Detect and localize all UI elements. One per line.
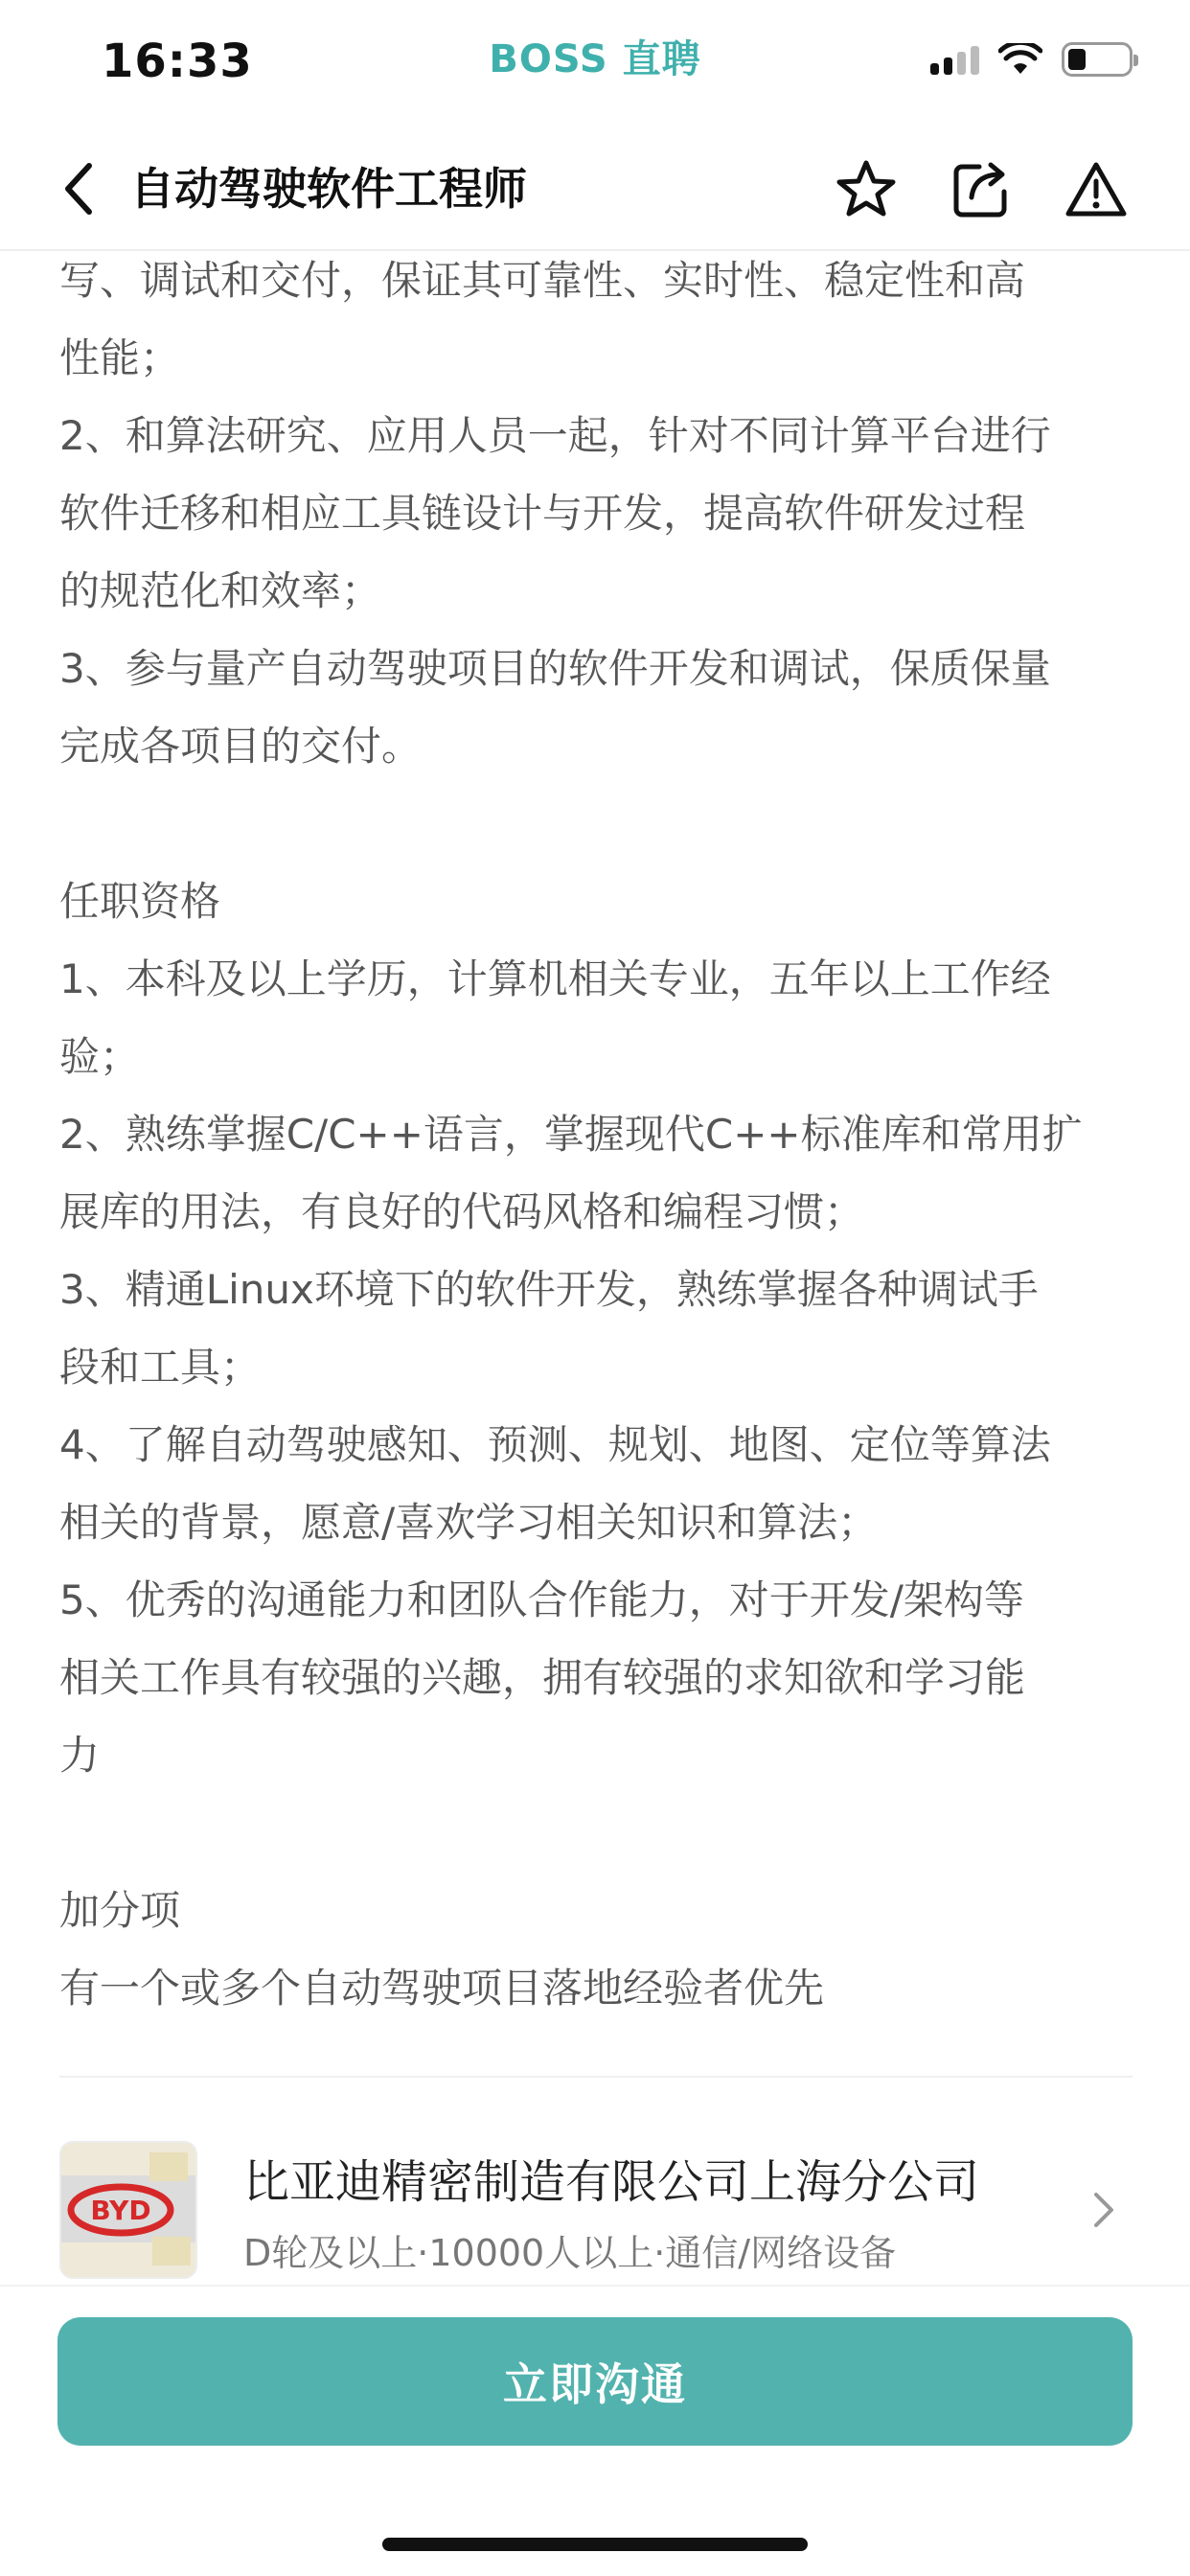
description-line: 2、和算法研究、应用人员一起，针对不同计算平台进行 <box>59 412 1051 459</box>
status-time: 16:33 <box>102 34 253 88</box>
qualification-line: 力 <box>59 1732 101 1779</box>
chevron-right-icon <box>1092 2191 1115 2229</box>
qualification-line: 展库的用法，有良好的代码风格和编程习惯； <box>59 1188 865 1235</box>
wifi-icon <box>998 43 1042 76</box>
chat-now-button[interactable]: 立即沟通 <box>57 2317 1133 2446</box>
qualification-line: 1、本科及以上学历，计算机相关专业，五年以上工作经 <box>59 955 1051 1002</box>
share-icon <box>950 159 1012 220</box>
qualification-line: 段和工具； <box>59 1344 262 1391</box>
warning-icon <box>1064 160 1128 219</box>
job-description <box>59 242 1133 2027</box>
status-bar <box>0 0 1190 126</box>
nav-bar <box>0 126 1190 251</box>
back-button[interactable] <box>46 155 113 222</box>
favorite-button[interactable] <box>832 155 901 224</box>
bonus-line: 有一个或多个自动驾驶项目落地经验者优先 <box>59 1965 825 2012</box>
qualification-line: 相关的背景，愿意/喜欢学习相关知识和算法； <box>59 1499 879 1546</box>
company-name: 比亚迪精密制造有限公司上海分公司 <box>243 2155 980 2209</box>
description-line: 写、调试和交付，保证其可靠性、实时性、稳定性和高 <box>59 257 1026 304</box>
qualification-line: 相关工作具有较强的兴趣，拥有较强的求知欲和学习能 <box>59 1654 1026 1701</box>
status-carrier: BOSS 直聘 <box>489 37 701 81</box>
qualification-line: 3、精通Linux环境下的软件开发，熟练掌握各种调试手 <box>59 1266 1039 1313</box>
qualification-line: 验； <box>59 1033 141 1080</box>
description-line: 的规范化和效率； <box>59 567 382 614</box>
svg-text:BYD: BYD <box>90 2195 151 2226</box>
qualification-line: 4、了解自动驾驶感知、预测、规划、地图、定位等算法 <box>59 1421 1051 1468</box>
bonus-heading: 加分项 <box>59 1887 181 1934</box>
company-meta: D轮及以上·10000人以上·通信/网络设备 <box>243 2232 897 2274</box>
qualification-line: 5、优秀的沟通能力和团队合作能力，对于开发/架构等 <box>59 1576 1024 1623</box>
bottom-bar <box>0 2285 1190 2576</box>
company-chevron[interactable] <box>1075 2181 1133 2239</box>
back-icon <box>60 160 99 218</box>
report-button[interactable] <box>1062 155 1131 224</box>
home-indicator[interactable] <box>382 2538 808 2551</box>
share-button[interactable] <box>947 155 1016 224</box>
qualifications-heading: 任职资格 <box>59 878 221 925</box>
description-line: 完成各项目的交付。 <box>59 723 423 770</box>
divider <box>59 2076 1133 2078</box>
company-logo <box>59 2141 197 2279</box>
description-line: 3、参与量产自动驾驶项目的软件开发和调试，保质保量 <box>59 645 1051 692</box>
battery-icon <box>1062 42 1133 77</box>
description-line: 性能； <box>59 334 181 381</box>
description-line: 软件迁移和相应工具链设计与开发，提高软件研发过程 <box>59 490 1026 537</box>
cellular-signal-icon <box>930 44 979 75</box>
star-icon <box>835 158 898 221</box>
status-icons <box>930 42 1133 77</box>
company-card[interactable] <box>59 2141 1133 2279</box>
page-title: 自动驾驶软件工程师 <box>130 163 527 215</box>
qualification-line: 2、熟练掌握C/C++语言，掌握现代C++标准库和常用扩 <box>59 1111 1083 1158</box>
